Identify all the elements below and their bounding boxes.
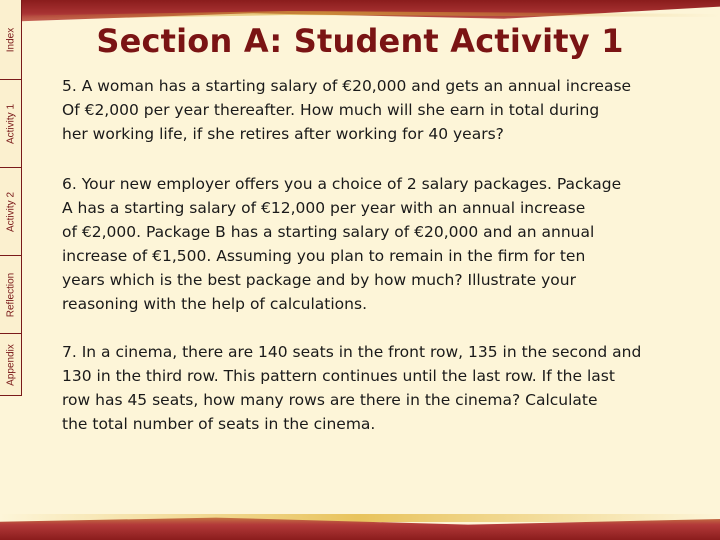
- question-7: [62, 340, 672, 436]
- question-7-line: 7. In a cinema, there are 140 seats in the front row, 135 in the second and: [62, 343, 642, 361]
- question-5: [62, 74, 672, 146]
- tab-index-label: Index: [5, 27, 16, 52]
- question-5-line: her working life, if she retires after working for 40 years?: [62, 125, 504, 143]
- tab-activity-2[interactable]: [0, 168, 22, 256]
- question-5-line: Of €2,000 per year thereafter. How much will she earn in total during: [62, 101, 600, 119]
- top-decorative-band: [0, 0, 720, 22]
- question-6-line: years which is the best package and by how much? Illustrate your: [62, 271, 576, 289]
- page-title: Section A: Student Activity 1: [96, 22, 624, 60]
- question-6: [62, 172, 672, 316]
- tab-appendix[interactable]: [0, 334, 22, 396]
- question-7-line: 130 in the third row. This pattern continues until the last row. If the last: [62, 367, 615, 385]
- sidebar-nav: [0, 0, 22, 400]
- tab-appendix-label: Appendix: [5, 343, 16, 386]
- question-6-line: increase of €1,500. Assuming you plan to remain in the firm for ten: [62, 247, 586, 265]
- question-6-line: A has a starting salary of €12,000 per year with an annual increase: [62, 199, 586, 217]
- question-6-line: of €2,000. Package B has a starting salary of €20,000 and an annual: [62, 223, 595, 241]
- question-7-line: row has 45 seats, how many rows are there in the cinema? Calculate: [62, 391, 598, 409]
- question-7-line: the total number of seats in the cinema.: [62, 415, 376, 433]
- tab-reflection[interactable]: [0, 256, 22, 334]
- tab-activity-1[interactable]: [0, 80, 22, 168]
- question-6-line: 6. Your new employer offers you a choice of 2 salary packages. Package: [62, 175, 622, 193]
- tab-activity-2-label: Activity 2: [5, 191, 16, 232]
- tab-reflection-label: Reflection: [5, 272, 16, 317]
- tab-activity-1-label: Activity 1: [5, 103, 16, 144]
- question-6-line: reasoning with the help of calculations.: [62, 295, 367, 313]
- question-5-line: 5. A woman has a starting salary of €20,000 and gets an annual increase: [62, 77, 632, 95]
